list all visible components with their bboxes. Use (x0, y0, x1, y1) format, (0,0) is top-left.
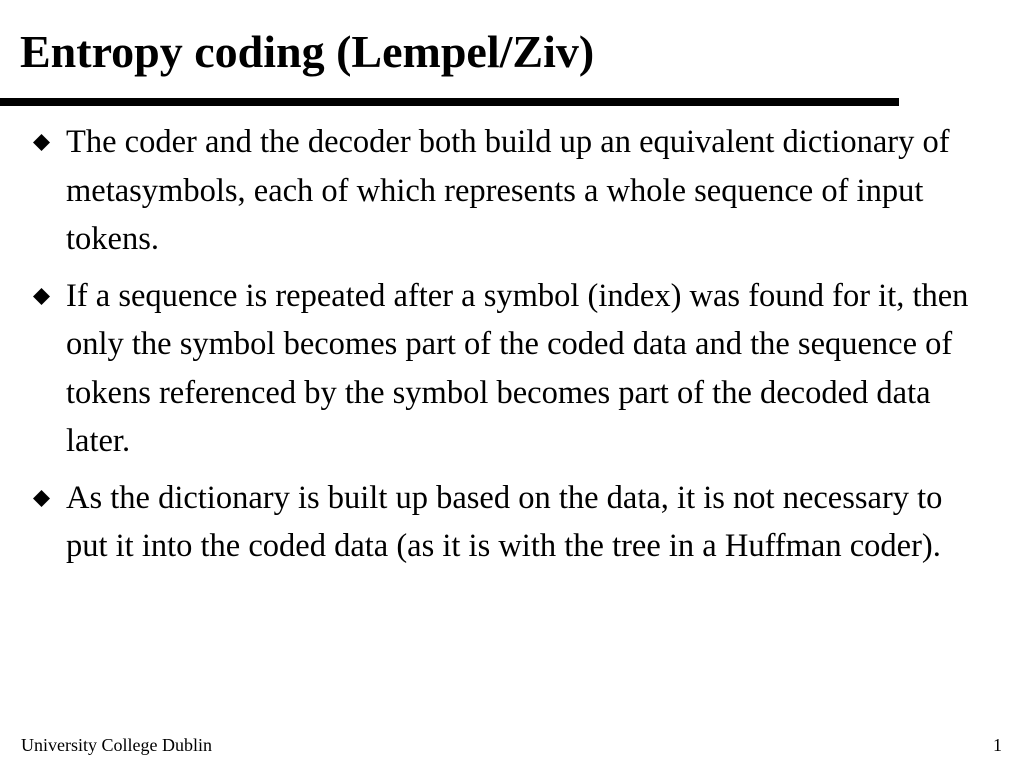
bullet-text: As the dictionary is built up based on the data, it is not necessary to put it into the coded data (as it is with the tree in a Huffman coder). (66, 479, 943, 564)
bullet-item (30, 474, 980, 571)
bullet-text: The coder and the decoder both build up an equivalent dictionary of metasymbols, each of which represents a whole sequence of input tokens. (66, 124, 950, 257)
slide-title: Entropy coding (Lempel/Ziv) (20, 26, 595, 77)
page-number: 1 (993, 735, 1002, 755)
bullet-list (30, 118, 980, 579)
footer-institution: University College Dublin (21, 735, 212, 755)
bullet-item (30, 272, 980, 466)
diamond-bullet-icon (33, 134, 50, 151)
diamond-bullet-icon (33, 490, 50, 507)
bullet-item (30, 118, 980, 264)
bullet-text: If a sequence is repeated after a symbol (index) was found for it, then only the symbol becomes part of the coded data and the sequence of tokens referenced by the symbol becomes part of the decoded data later. (66, 277, 969, 459)
title-underline (0, 98, 899, 106)
diamond-bullet-icon (33, 288, 50, 305)
